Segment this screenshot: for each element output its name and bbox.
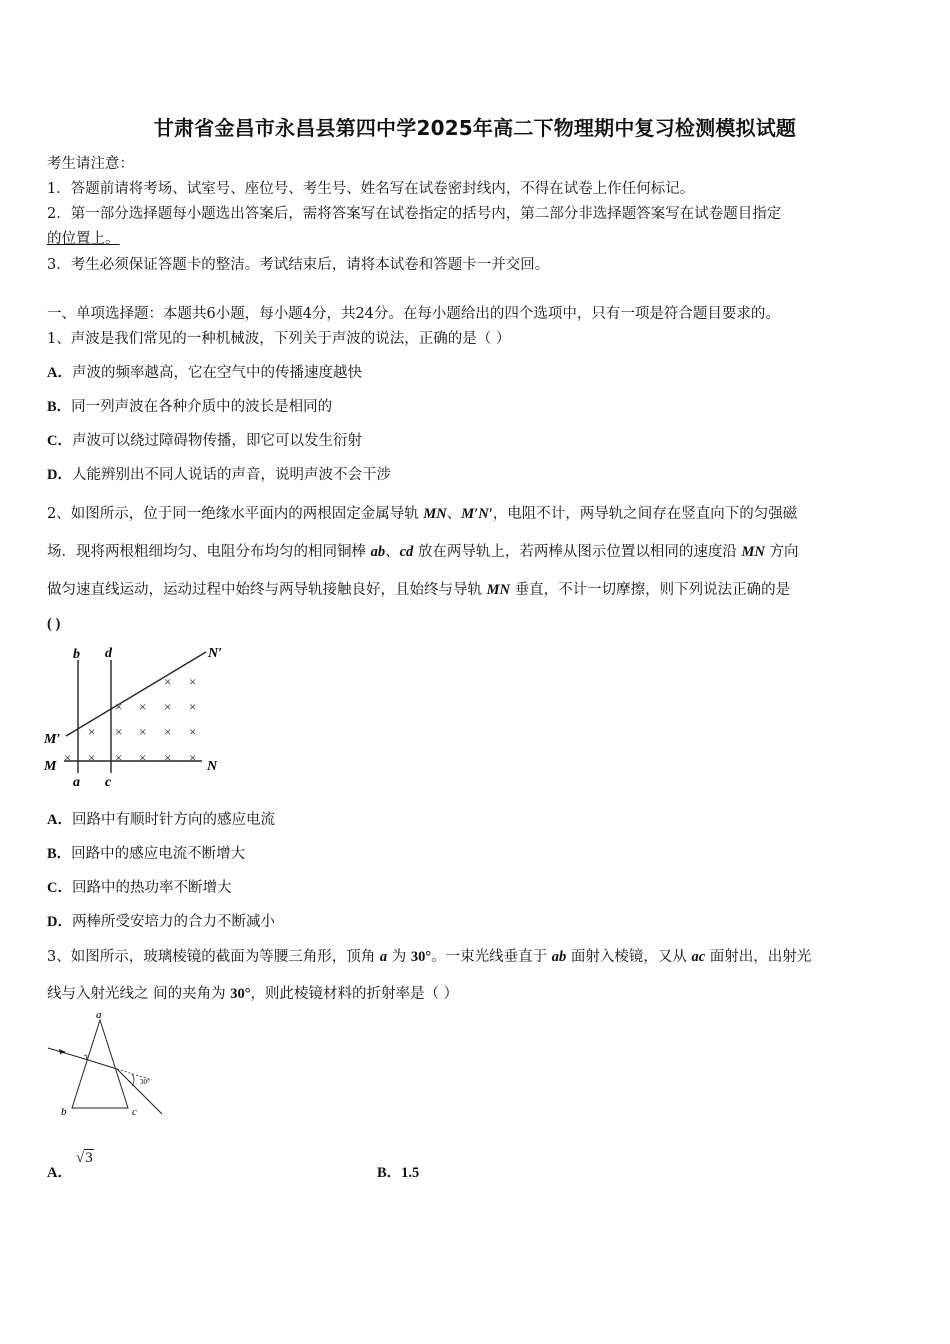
question-2-option-b bbox=[47, 842, 245, 863]
cross-mark: × bbox=[189, 674, 197, 689]
option-text: 两棒所受安培力的合力不断减小 bbox=[71, 914, 275, 930]
cross-mark: × bbox=[115, 750, 123, 765]
option-label: A． bbox=[47, 365, 72, 381]
cross-mark: × bbox=[64, 750, 72, 765]
question-3-option-a bbox=[47, 1161, 72, 1182]
cross-mark: × bbox=[189, 699, 197, 714]
cross-mark: × bbox=[189, 724, 197, 739]
label-b: b bbox=[73, 647, 80, 662]
option-label: B． bbox=[47, 846, 72, 862]
radicand: 3 bbox=[85, 1150, 93, 1166]
option-text: 回路中的感应电流不断增大 bbox=[71, 846, 246, 862]
sqrt-3 bbox=[76, 1150, 94, 1167]
option-label: B． bbox=[47, 399, 72, 415]
cross-mark: × bbox=[139, 750, 147, 765]
stem-text: 做匀速直线运动，运动过程中始终与两导轨接触良好，且始终与导轨 bbox=[47, 582, 487, 598]
cross-mark: × bbox=[115, 724, 123, 739]
section-heading: 一、单项选择题：本题共6小题，每小题4分，共24分。在每小题给出的四个选项中，只有一项是符合题目要求的。 bbox=[47, 306, 780, 322]
cross-mark: × bbox=[88, 724, 96, 739]
question-3-stem-line-1 bbox=[47, 945, 811, 966]
stem-text: ，电阻不计，两导轨之间存在竖直向下的匀强磁 bbox=[492, 506, 798, 522]
cross-mark: × bbox=[115, 699, 123, 714]
notice-item: 2．第一部分选择题每小题选出答案后，需将答案写在试卷指定的括号内，第二部分非选择题答案写在试卷题目指定 bbox=[47, 206, 782, 222]
question-2-option-a bbox=[47, 808, 275, 829]
label-d: d bbox=[105, 646, 112, 661]
var-mn: MN bbox=[741, 544, 765, 560]
page-title: 甘肃省金昌市永昌县第四中学2025年高二下物理期中复习检测模拟试题 bbox=[153, 116, 797, 140]
prism-diagram bbox=[44, 1008, 169, 1120]
stem-text: 放在两导轨上，若两棒从图示位置以相同的速度沿 bbox=[413, 544, 742, 560]
stem-text: 面射入棱镜，又从 bbox=[566, 949, 692, 965]
option-label: B． bbox=[377, 1165, 402, 1181]
magnetic-field-crosses bbox=[64, 674, 196, 765]
label-b: b bbox=[61, 1106, 67, 1118]
cross-mark: × bbox=[139, 724, 147, 739]
rails-diagram bbox=[40, 640, 240, 790]
label-angle: 30° bbox=[140, 1078, 150, 1086]
notice-heading: 考生请注意： bbox=[47, 156, 134, 172]
cross-mark: × bbox=[189, 750, 197, 765]
option-text: 声波的频率越高，它在空气中的传播速度越快 bbox=[71, 365, 362, 381]
stem-text: 方向 bbox=[764, 544, 799, 560]
label-n-prime: N′ bbox=[208, 646, 223, 661]
stem-text: 垂直，不计一切摩擦，则下列说法正确的是 bbox=[509, 582, 791, 598]
sqrt-icon: √ bbox=[76, 1150, 85, 1166]
var-mn: MN bbox=[423, 506, 447, 522]
question-2-option-c bbox=[47, 876, 231, 897]
cross-mark: × bbox=[164, 699, 172, 714]
var-ab: ab bbox=[370, 544, 386, 560]
option-text: 同一列声波在各种介质中的波长是相同的 bbox=[71, 399, 333, 415]
stem-text: 场．现将两根粗细均匀、电阻分布均匀的相同铜棒 bbox=[47, 544, 371, 560]
option-text: 回路中的热功率不断增大 bbox=[71, 880, 232, 896]
question-2-stem-line-3 bbox=[47, 578, 790, 599]
option-text: 1.5 bbox=[401, 1165, 420, 1181]
question-2-stem-line-2 bbox=[47, 540, 799, 561]
question-1-stem: 1、声波是我们常见的一种机械波，下列关于声波的说法，正确的是（ ） bbox=[47, 331, 511, 347]
angle-value: 30° bbox=[230, 986, 251, 1002]
question-2-option-d bbox=[47, 910, 275, 931]
cross-mark: × bbox=[88, 750, 96, 765]
option-label: D． bbox=[47, 467, 72, 483]
option-label: C． bbox=[47, 433, 72, 449]
stem-text: 线与入射光线之 间的夹角为 bbox=[47, 986, 231, 1002]
cross-mark: × bbox=[139, 699, 147, 714]
stem-text: 为 bbox=[387, 949, 411, 965]
notice-item: 3．考生必须保证答题卡的整洁。考试结束后，请将本试卷和答题卡一并交回。 bbox=[47, 257, 550, 273]
notice-item: 1．答题前请将考场、试室号、座位号、考生号、姓名写在试卷密封线内，不得在试卷上作任何标记。 bbox=[47, 181, 695, 197]
question-1-option-b bbox=[47, 395, 332, 416]
angle-value: 30° bbox=[410, 949, 432, 965]
question-3-stem-line-2 bbox=[47, 982, 458, 1003]
var-mn: MN bbox=[486, 582, 510, 598]
rail-mn-prime bbox=[66, 652, 206, 736]
cross-mark: × bbox=[164, 750, 172, 765]
internal-ray bbox=[85, 1059, 117, 1069]
var-mn-prime: M′N′ bbox=[461, 506, 493, 522]
label-m-prime: M′ bbox=[44, 732, 61, 747]
label-a: a bbox=[73, 775, 80, 790]
label-c: c bbox=[132, 1106, 137, 1118]
var-a: a bbox=[379, 949, 388, 965]
option-text: 人能辨别出不同人说话的声音，说明声波不会干涉 bbox=[71, 467, 391, 483]
var-cd: cd bbox=[399, 544, 414, 560]
notice-item-underlined: 的位置上。 bbox=[47, 231, 120, 247]
option-label: C． bbox=[47, 880, 72, 896]
emergent-ray bbox=[117, 1069, 162, 1114]
question-3-option-b bbox=[377, 1161, 419, 1182]
stem-text: 。一束光线垂直于 bbox=[431, 949, 552, 965]
stem-text: 面射出，出射光 bbox=[705, 949, 812, 965]
question-2-stem-line-1 bbox=[47, 502, 797, 523]
stem-text: 3、如图所示，玻璃棱镜的截面为等腰三角形，顶角 bbox=[47, 949, 380, 965]
question-2-answer-brackets: ( ) bbox=[47, 616, 61, 632]
question-1-option-c bbox=[47, 429, 362, 450]
option-text: 声波可以绕过障碍物传播，即它可以发生衍射 bbox=[71, 433, 362, 449]
question-1-option-d bbox=[47, 463, 391, 484]
var-ab: ab bbox=[551, 949, 567, 965]
stem-text: 2、如图所示，位于同一绝缘水平面内的两根固定金属导轨 bbox=[47, 506, 424, 522]
option-text: 回路中有顺时针方向的感应电流 bbox=[71, 812, 275, 828]
stem-text: ，则此棱镜材料的折射率是（ ） bbox=[250, 986, 459, 1002]
option-label: A． bbox=[47, 1165, 72, 1181]
label-a: a bbox=[96, 1009, 102, 1021]
option-label: A． bbox=[47, 812, 72, 828]
question-1-option-a bbox=[47, 361, 362, 382]
cross-mark: × bbox=[164, 674, 172, 689]
cross-mark: × bbox=[164, 724, 172, 739]
option-label: D． bbox=[47, 914, 72, 930]
label-c: c bbox=[105, 775, 112, 790]
notice-item bbox=[47, 227, 120, 248]
label-m: M bbox=[44, 759, 57, 774]
var-ac: ac bbox=[691, 949, 706, 965]
stem-text: 、 bbox=[446, 506, 462, 522]
stem-text: 、 bbox=[385, 544, 400, 560]
label-n: N bbox=[207, 759, 218, 774]
incident-ray bbox=[48, 1048, 85, 1059]
